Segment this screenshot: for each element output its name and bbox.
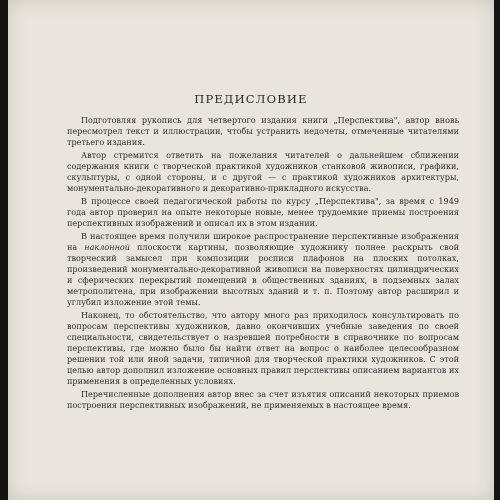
paragraph-5: Наконец, то обстоятельство, что автору много раз приходилось консультировать по вопросам перспективы художников, давно окончивших учебные заведения по своей специальности, свидетельствует о назревшей потребности в справочнике по вопросам перспективы, где можно было бы найти ответ на вопрос о наиболее целесообразном решении той или иной задачи, типичной для творческой практики художников. С этой целью автор дополнил изложение основных правил перспективы описанием вариантов их применения в определенных условиях. — [67, 310, 459, 386]
page-title: ПРЕДИСЛОВИЕ — [194, 92, 308, 106]
paragraph-3: В процессе своей педагогической работы по курсу „Перспектива", за время с 1949 года автор проверил на опыте некоторые новые, менее трудоемкие приемы построения перспективных изображений и описал их в этом издании. — [67, 196, 459, 228]
paragraph-6: Перечисленные дополнения автор внес за счет изъятия описаний некоторых приемов построения перспективных изображений, не применяемых в настоящее время. — [67, 389, 459, 410]
paragraph-2: Автор стремится ответить на пожелания читателей о дальнейшем сближении содержания книги с творческой практикой художников станковой живописи, графики, скульптуры, с одной стороны, и с другой — с практикой художников архитектуры, монументально-декоративного и декоративно-прикладного искусства. — [67, 150, 459, 193]
paragraph-4 — [67, 231, 459, 308]
paragraph-1: Подготовляя рукопись для четвертого издания книги „Перспектива", автор вновь пересмотрел текст и иллюстрации, чтобы устранить недочеты, отмеченные читателями третьего издания. — [67, 115, 459, 147]
book-page — [8, 0, 494, 500]
paragraph-4-italic: наклонной — [84, 242, 131, 252]
paragraph-4-part-2: плоскости картины, позволяющие художнику полнее раскрыть свой творческий замысел при композиции росписи плафонов на плоских потолках, произведений монументально-декоративной живописи на поверхностях цилиндрических и сферических перекрытий помещений в общественных зданиях, в подземных залах метрополитена, при изображении высотных зданий и т. п. Поэтому автор расширил и углубил изложение этой темы. — [67, 242, 459, 307]
paragraph-4-part-1: В настоящее время получили широкое распространение перспективные изображения на — [67, 231, 459, 252]
preface-text — [67, 115, 459, 413]
